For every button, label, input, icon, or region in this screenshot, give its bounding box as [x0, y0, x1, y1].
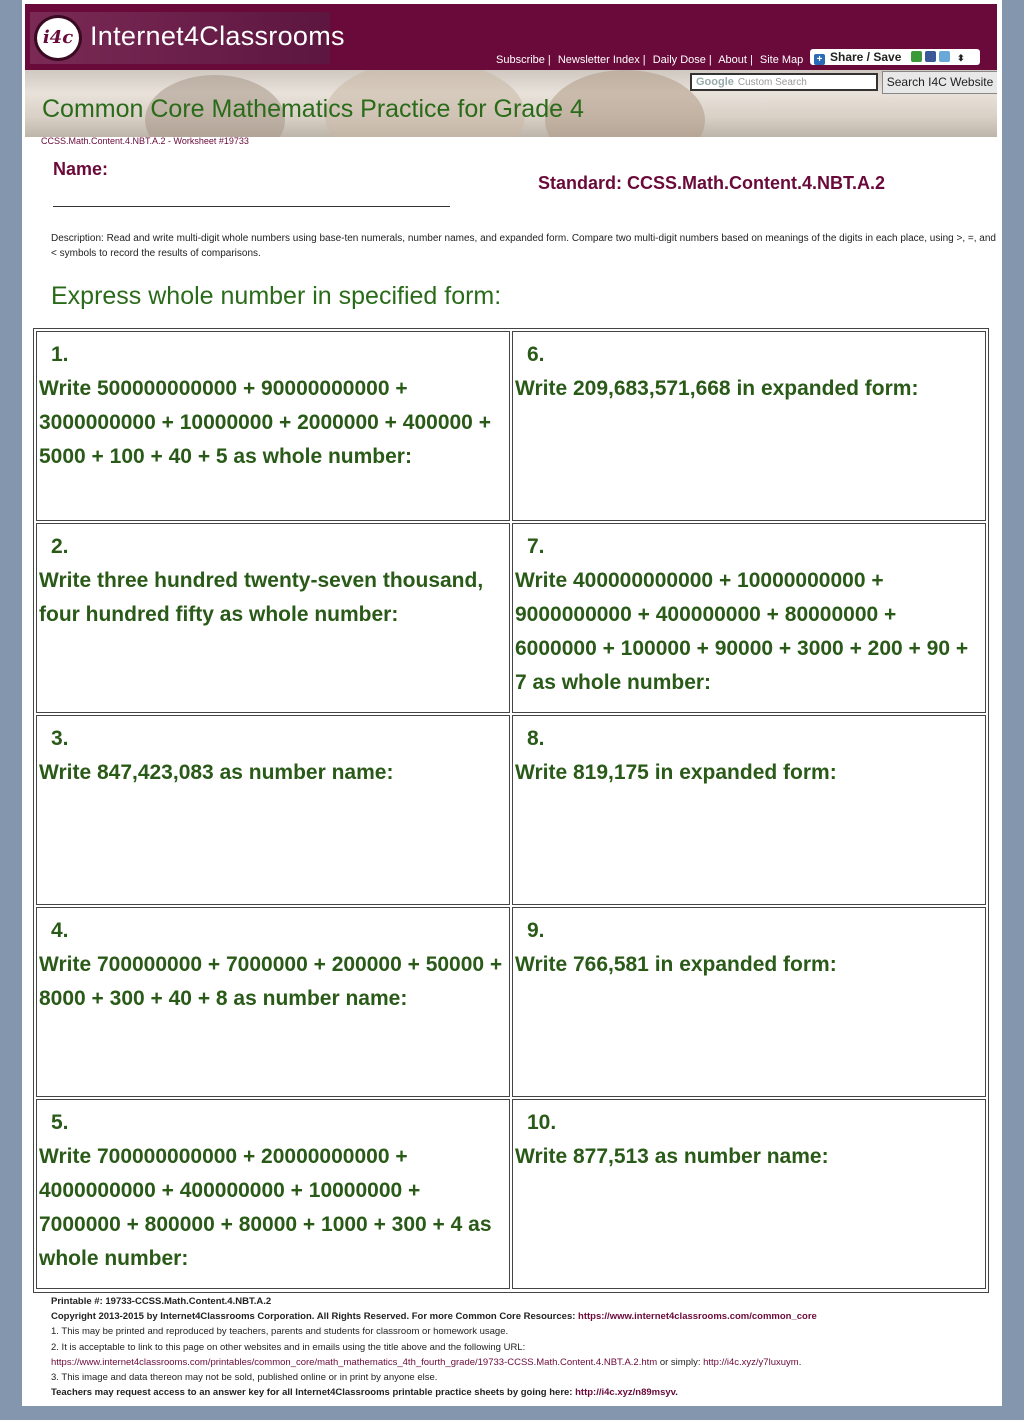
share-save-button[interactable] [810, 49, 980, 65]
question-cell [36, 331, 510, 521]
question-cell [512, 331, 986, 521]
name-line [53, 206, 450, 207]
nav-separator: | [642, 54, 646, 66]
instruction-heading: Express whole number in specified form: [51, 282, 502, 310]
usage-note-3: 3. This image and data thereon may not be sold, published online or in print by anyone else. [51, 1372, 438, 1384]
question-text: Write 500000000000 + 90000000000 + 3000000000 + 10000000 + 2000000 + 400000 + 5000 + 100 + 40 + 5 as whole number: [39, 377, 491, 468]
site-logo[interactable] [30, 12, 345, 64]
share-plus-icon: + [814, 54, 825, 65]
search-placeholder: Custom Search [737, 77, 807, 88]
question-cell [512, 907, 986, 1097]
nav-daily-dose[interactable]: Daily Dose [652, 54, 706, 66]
usage-note-2-urls: https://www.internet4classrooms.com/printables/common_core/math_mathematics_4th_fourth_grade/19733-CCSS.Math.Content.4.NBT.A.2.htm or simply: http://i4c.xyz/y7luxuym. [51, 1356, 802, 1368]
top-nav [496, 54, 803, 66]
question-number: 6. [527, 343, 545, 366]
question-text: Write 700000000 + 7000000 + 200000 + 50000 + 8000 + 300 + 40 + 8 as number name: [39, 953, 503, 1010]
question-number: 9. [527, 919, 545, 942]
banner [25, 70, 997, 137]
google-logo: Google [696, 76, 734, 88]
question-number: 5. [51, 1111, 69, 1134]
logo-text: Internet4Classrooms [90, 21, 345, 51]
share-label: Share / Save [830, 50, 902, 64]
question-cell [512, 715, 986, 905]
nav-subscribe[interactable]: Subscribe [496, 54, 545, 66]
question-text: Write 819,175 in expanded form: [515, 761, 837, 784]
usage-note-1: 1. This may be printed and reproduced by teachers, parents and students for classroom or homework usage. [51, 1326, 509, 1338]
question-number: 7. [527, 535, 545, 558]
question-text: Write 847,423,083 as number name: [39, 761, 394, 784]
nav-separator: | [547, 54, 551, 66]
header-bar [25, 4, 997, 70]
question-text: Write 400000000000 + 10000000000 + 9000000000 + 400000000 + 80000000 + 6000000 + 100000 + 90000 + 3000 + 200 + 90 + 7 as whole number: [515, 569, 969, 694]
nav-site-map[interactable]: Site Map [759, 54, 804, 66]
worksheet-url-link[interactable]: https://www.internet4classrooms.com/printables/common_core/math_mathematics_4th_fourth_grade/19733-CCSS.Math.Content.4.NBT.A.2.htm [51, 1356, 658, 1368]
question-text: Write 877,513 as number name: [515, 1145, 829, 1168]
nav-separator: | [708, 54, 712, 66]
answer-key-text: Teachers may request access to an answer key for all Internet4Classrooms printable practice sheets by going here: [51, 1387, 573, 1399]
question-number: 1. [51, 343, 69, 366]
question-cell [36, 907, 510, 1097]
nav-newsletter-index[interactable]: Newsletter Index [557, 54, 640, 66]
question-number: 4. [51, 919, 69, 942]
usage-note-2: 2. It is acceptable to link to this page on other websites and in emails using the title above and the following URL: [51, 1341, 526, 1353]
answer-key-note: Teachers may request access to an answer key for all Internet4Classrooms printable practice sheets by going here: http://i4c.xyz/n89msyv. [51, 1387, 678, 1399]
facebook-icon[interactable] [925, 51, 936, 62]
question-text: Write three hundred twenty-seven thousand, four hundred fifty as whole number: [39, 569, 484, 626]
search-input[interactable] [690, 73, 878, 91]
question-text: Write 766,581 in expanded form: [515, 953, 837, 976]
answer-key-link[interactable]: http://i4c.xyz/n89msyv [575, 1387, 676, 1399]
question-cell [36, 1099, 510, 1289]
standard-label: Standard: CCSS.Math.Content.4.NBT.A.2 [538, 173, 886, 193]
question-number: 10. [527, 1111, 557, 1134]
question-number: 3. [51, 727, 69, 750]
question-cell [36, 523, 510, 713]
search-button[interactable]: Search I4C Website [882, 71, 997, 94]
common-core-link[interactable]: https://www.internet4classrooms.com/common_core [578, 1311, 817, 1323]
printable-number: Printable #: 19733-CCSS.Math.Content.4.NBT.A.2 [51, 1296, 272, 1307]
share-more-icon[interactable]: ⬍ [957, 53, 965, 63]
question-text: Write 209,683,571,668 in expanded form: [515, 377, 919, 400]
nav-separator: | [749, 54, 753, 66]
question-cell [512, 1099, 986, 1289]
question-cell [512, 523, 986, 713]
description: Description: Read and write multi-digit whole numbers using base-ten numerals, number names, and expanded form. Compare two multi-digit numbers based on meanings of the digits in each place, using >, =, and < symbols to record the results of comparisons. [51, 233, 996, 259]
name-label: Name: [53, 159, 109, 179]
url-connector: or simply: [659, 1356, 701, 1368]
copyright [51, 1309, 991, 1324]
short-url-link[interactable]: http://i4c.xyz/y7luxuym [703, 1356, 799, 1368]
worksheet-page [22, 0, 1002, 1406]
twitter-icon[interactable] [939, 51, 950, 62]
question-grid [33, 328, 989, 1293]
copyright-text: Copyright 2013-2015 by Internet4Classrooms Corporation. All Rights Reserved. For more Common Core Resources: [51, 1311, 576, 1323]
page-title: Common Core Mathematics Practice for Grade 4 [42, 95, 584, 123]
question-number: 2. [51, 535, 69, 558]
question-number: 8. [527, 727, 545, 750]
share-green-icon[interactable] [911, 51, 922, 62]
worksheet-reference: CCSS.Math.Content.4.NBT.A.2 - Worksheet #19733 [41, 136, 249, 146]
nav-about[interactable]: About [718, 54, 747, 66]
footer [51, 1294, 991, 1400]
question-text: Write 700000000000 + 20000000000 + 4000000000 + 400000000 + 10000000 + 7000000 + 800000 + 80000 + 1000 + 300 + 4 as whole number: [39, 1145, 492, 1270]
logo-badge-icon: i4c [34, 15, 82, 61]
question-cell [36, 715, 510, 905]
